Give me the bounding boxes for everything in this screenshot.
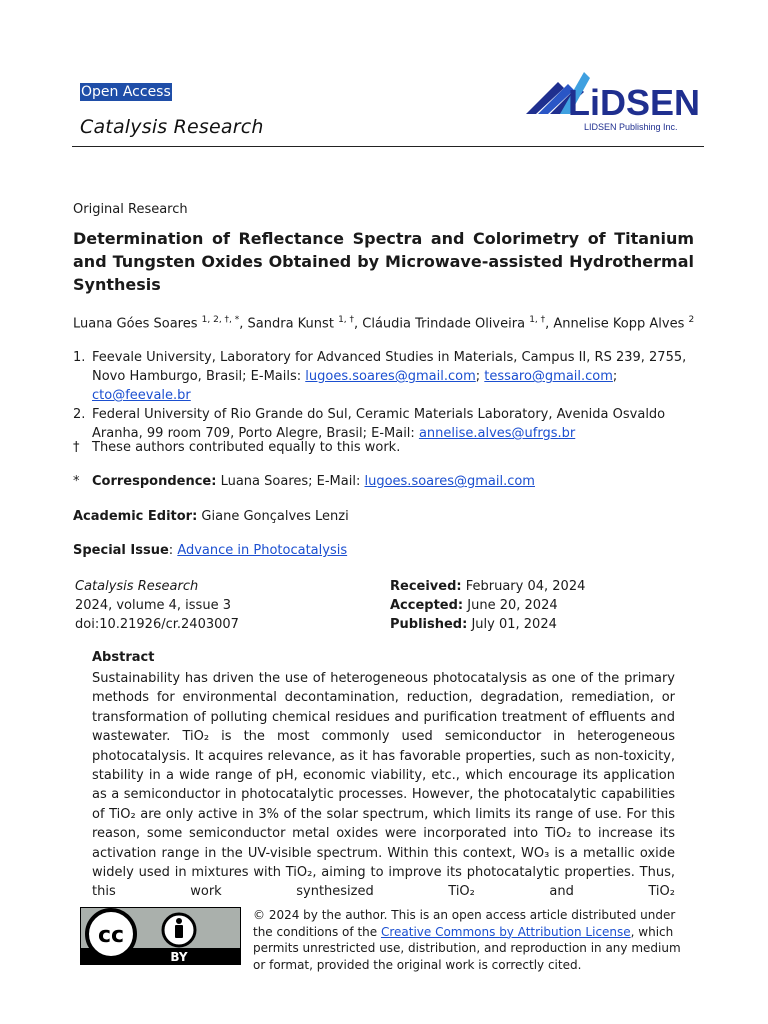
email-link[interactable]: tessaro@gmail.com (484, 369, 613, 384)
author-affiliation-marks: 1, † (529, 315, 546, 325)
open-access-badge: Open Access (81, 84, 171, 100)
copyright-notice: © 2024 by the author. This is an open access article distributed under the conditions of the Creative Commons by Attribution License, which permits unrestricted use, distribution, and reproduction in any medium or format, provided the original work is correctly cited. (253, 908, 681, 972)
received-date: Received: February 04, 2024 (390, 579, 586, 594)
email-link[interactable]: annelise.alves@ufrgs.br (418, 426, 576, 441)
logo-wordmark: LiDSEN (568, 82, 701, 123)
author-affiliation-marks: 1, † (338, 315, 355, 325)
published-date: Published: July 01, 2024 (390, 617, 557, 632)
author-affiliation-marks: 2 (688, 315, 695, 325)
affiliation-item: 2. Federal University of Rio Grande do Sul, Ceramic Materials Laboratory, Avenida Osvaldo Aranha, 99 room 709, Porto Alegre, Brasil; E-Mail: annelise.alves@ufrgs.br (73, 407, 666, 441)
meta-doi[interactable]: doi:10.21926/cr.2403007 (75, 617, 239, 632)
header-divider (72, 146, 704, 147)
email-link[interactable]: lugoes.soares@gmail.com (305, 369, 476, 384)
affiliations (73, 348, 698, 443)
affiliation-item: 1. Feevale University, Laboratory for Advanced Studies in Materials, Campus II, RS 239, 2755, Novo Hamburgo, Brasil; E-Mails: lugoes.soares@gmail.com; tessaro@gmail.com; cto@feevale.br (73, 350, 687, 403)
by-label: BY (170, 950, 188, 964)
abstract-body: Sustainability has driven the use of heterogeneous photocatalysis as one of the primary methods for environmental decontamination, reduction, degradation, remediation, or transformation of polluting chemical residues and purification treatment of effluents and wastewater. TiO₂ is the most commonly used semiconductor in heterogeneous photocatalysis. It acquires relevance, as it has favorable properties, such as non-toxicity, stability in a wide range of pH, economic viability, etc., which encourage its application as a semiconductor in photocatalytic processes. However, the photocatalytic capabilities of TiO₂ are only active in 3% of the solar spectrum, which limits its range of use. For this reason, some semiconductor metal oxides were incorporated into TiO₂ to increase its activation range in the UV-visible spectrum. Within this context, WO₃ is a metallic oxide widely used in mixtures with TiO₂, aiming to improve its photocatalytic properties. Thus, this work synthesized TiO₂ and TiO₂ (92, 671, 675, 900)
author-name[interactable]: Sandra Kunst (247, 316, 334, 332)
special-issue-link[interactable]: Advance in Photocatalysis (177, 543, 348, 558)
publisher-logo[interactable] (524, 68, 704, 134)
lidsen-logo-icon (524, 68, 704, 134)
article-title: Determination of Reflectance Spectra and Colorimetry of Titanium and Tungsten Oxides Obtained by Microwave-assisted Hydrothermal Synthesis (73, 229, 694, 294)
accepted-date: Accepted: June 20, 2024 (390, 598, 558, 613)
logo-subtitle: LIDSEN Publishing Inc. (584, 122, 678, 132)
email-link[interactable]: cto@feevale.br (92, 388, 191, 403)
author-name[interactable]: Annelise Kopp Alves (553, 316, 685, 332)
correspondence-email-link[interactable]: lugoes.soares@gmail.com (364, 474, 535, 489)
license-link[interactable]: Creative Commons by Attribution License (380, 924, 631, 939)
cc-by-icon (81, 908, 240, 964)
author-list: Luana Góes Soares $^{1, 2, \dagger, *}$, Sandra Kunst $^{1, \dagger}$, Cláudia Trindade Oliveira $^{1, \dagger}$, Annelise Kopp Alves $^2$ (73, 315, 695, 332)
cc-label: cc (97, 923, 125, 948)
author-affiliation-marks: 1, 2, †, * (201, 315, 240, 325)
special-issue: Special Issue: Advance in Photocatalysis (73, 543, 348, 558)
author-name[interactable]: Cláudia Trindade Oliveira (362, 316, 526, 332)
correspondence: * Correspondence: Luana Soares; E-Mail: lugoes.soares@gmail.com (73, 474, 535, 489)
publication-info (75, 577, 239, 634)
cc-by-license-badge[interactable] (80, 907, 241, 965)
equal-contribution-note: † These authors contributed equally to this work. (73, 440, 401, 455)
meta-volume: 2024, volume 4, issue 3 (75, 598, 231, 613)
author-name[interactable]: Luana Góes Soares (73, 316, 198, 332)
journal-name: Catalysis Research (80, 116, 264, 138)
article-type: Original Research (73, 202, 188, 217)
publication-dates (390, 577, 585, 634)
academic-editor: Academic Editor: Giane Gonçalves Lenzi (73, 509, 349, 524)
abstract-heading: Abstract (92, 650, 155, 665)
meta-journal: Catalysis Research (75, 579, 199, 594)
